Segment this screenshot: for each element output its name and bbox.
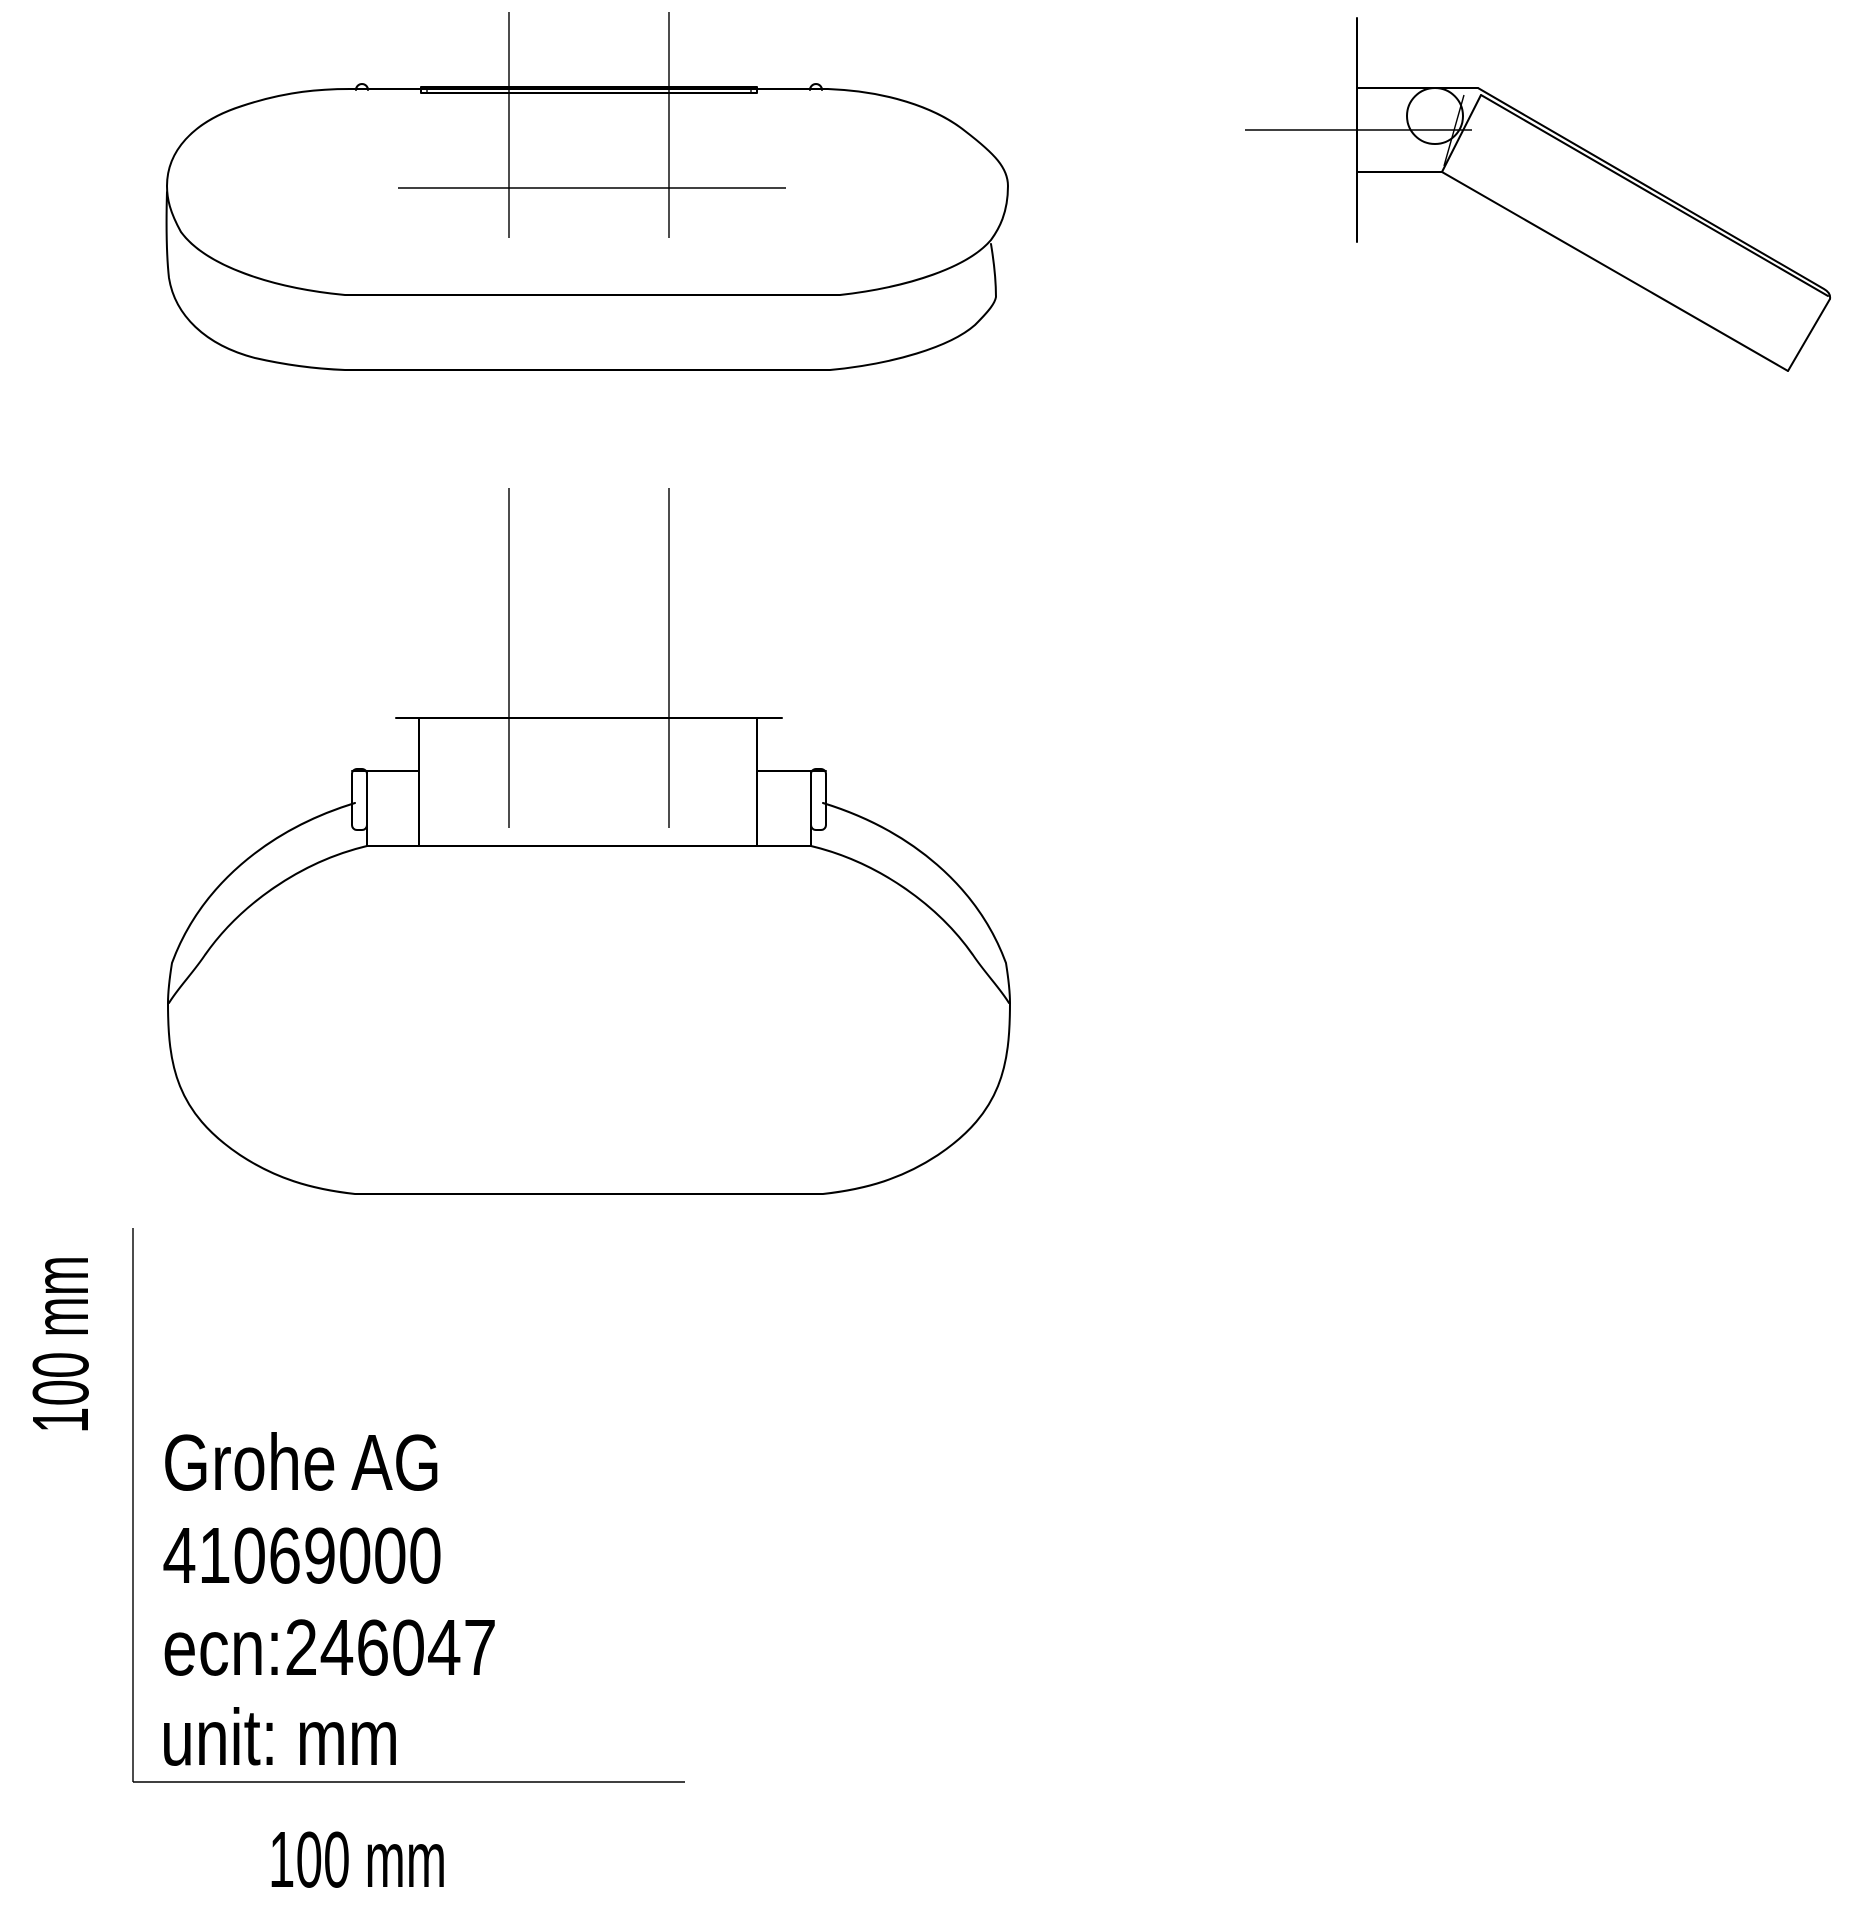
side-view-plate-top-edge-inner [1481, 95, 1828, 296]
front-view-body-outline [168, 803, 1010, 1194]
side-view-plate-bottom-edge [1442, 172, 1788, 371]
side-view-plate-tip-edge [1788, 299, 1830, 371]
x-scale-label-text: 100 mm [268, 1815, 447, 1904]
top-view [167, 12, 1008, 370]
front-view-clip-right [811, 769, 826, 830]
front-view [168, 488, 1010, 1194]
company-name-text: Grohe AG [162, 1418, 442, 1507]
front-view-mounting-plate [419, 718, 757, 846]
side-view [1245, 18, 1830, 371]
front-view-clip-left [352, 769, 367, 830]
side-view-hinge-pin [1407, 88, 1463, 144]
ecn-number-text: ecn:246047 [162, 1603, 498, 1692]
front-view-body-inner-edge-left [169, 846, 367, 1003]
top-view-body-top-face [167, 89, 1008, 295]
y-scale-label-text: 100 mm [16, 1145, 105, 1434]
scale-legend [16, 1145, 685, 1904]
product-number-text: 41069000 [162, 1511, 443, 1600]
front-view-body-inner-edge-right [811, 846, 1009, 1003]
top-view-body-bottom-face [167, 192, 996, 370]
unit-label-text: unit: mm [160, 1693, 400, 1782]
